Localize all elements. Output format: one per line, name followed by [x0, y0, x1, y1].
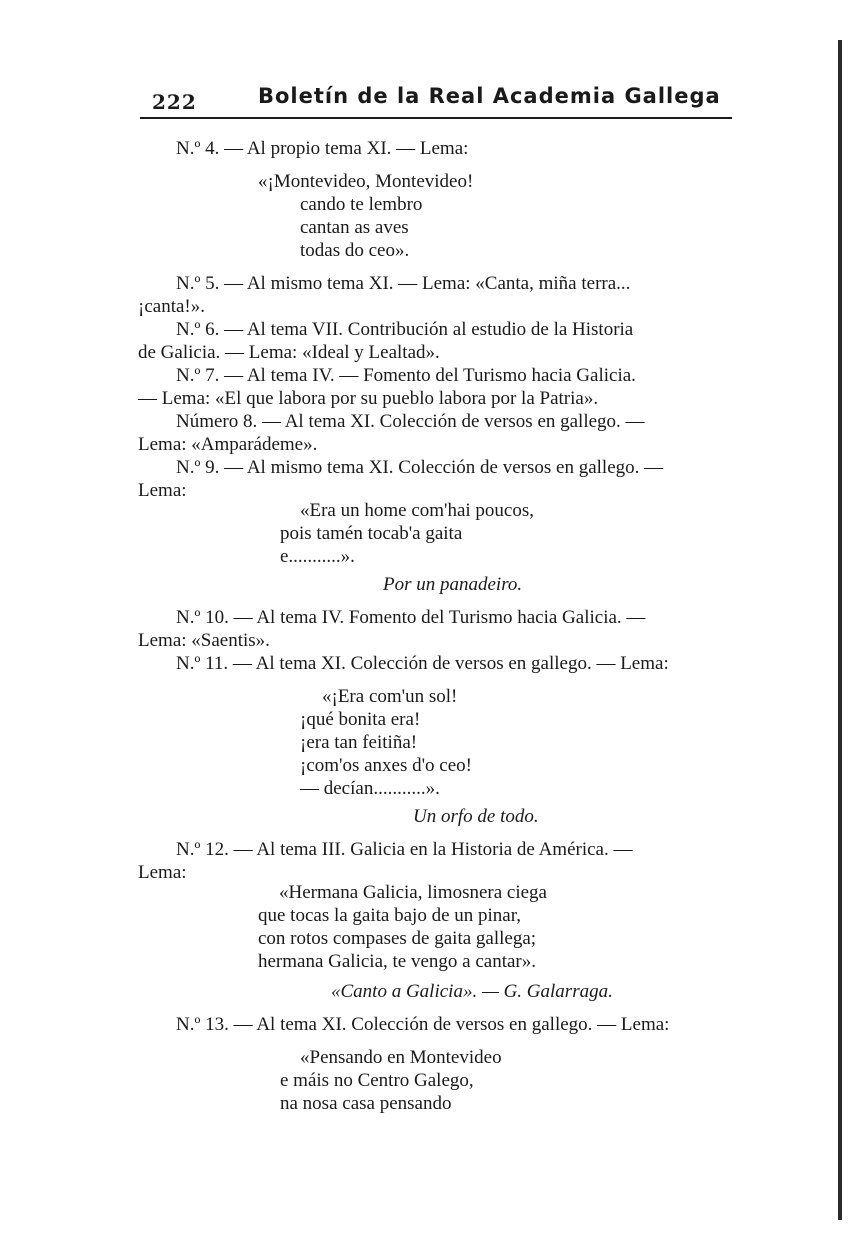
- running-title: Boletín de la Real Academia Gallega: [258, 84, 721, 108]
- entry-line: N.º 10. — Al tema IV. Fomento del Turismo hacia Galicia. —: [176, 607, 646, 628]
- verse-line: hermana Galicia, te vengo a cantar».: [258, 951, 536, 972]
- entry-line: N.º 4. — Al propio tema XI. — Lema:: [176, 138, 469, 159]
- entry-line: N.º 5. — Al mismo tema XI. — Lema: «Canta, miña terra...: [176, 273, 631, 294]
- entry-line: N.º 6. — Al tema VII. Contribución al estudio de la Historia: [176, 319, 634, 340]
- verse-line: ¡qué bonita era!: [300, 709, 421, 730]
- page-header: [140, 84, 730, 116]
- verse-line: cantan as aves: [300, 217, 409, 238]
- verse-line: «Hermana Galicia, limosnera ciega: [279, 882, 547, 903]
- verse-line: — decían...........».: [300, 778, 440, 799]
- entry-line: de Galicia. — Lema: «Ideal y Lealtad».: [138, 342, 440, 363]
- verse-attribution: Un orfo de todo.: [413, 806, 539, 827]
- verse-attribution: «Canto a Galicia». — G. Galarraga.: [331, 981, 613, 1002]
- verse-line: «Pensando en Montevideo: [300, 1047, 502, 1068]
- page-edge-shadow: [838, 40, 842, 1220]
- header-rule: [140, 117, 732, 119]
- entry-line: Lema:: [138, 480, 187, 501]
- verse-line: ¡com'os anxes d'o ceo!: [300, 755, 472, 776]
- entry-line: Número 8. — Al tema XI. Colección de versos en gallego. —: [176, 411, 645, 432]
- verse-line: ¡era tan feitiña!: [300, 732, 418, 753]
- verse-line: con rotos compases de gaita gallega;: [258, 928, 537, 949]
- entry-line: N.º 11. — Al tema XI. Colección de versos en gallego. — Lema:: [176, 653, 669, 674]
- verse-line: que tocas la gaita bajo de un pinar,: [258, 905, 522, 926]
- entry-line: N.º 12. — Al tema III. Galicia en la Historia de América. —: [176, 839, 633, 860]
- entry-line: N.º 7. — Al tema IV. — Fomento del Turismo hacia Galicia.: [176, 365, 636, 386]
- entry-line: ¡canta!».: [138, 296, 205, 317]
- entry-line: N.º 13. — Al tema XI. Colección de versos en gallego. — Lema:: [176, 1014, 670, 1035]
- verse-line: todas do ceo».: [300, 240, 410, 261]
- page-number: 222: [152, 90, 197, 114]
- entry-line: Lema:: [138, 862, 187, 883]
- verse-line: «Era un home com'hai poucos,: [300, 500, 535, 521]
- verse-attribution: Por un panadeiro.: [383, 574, 523, 595]
- entry-line: N.º 9. — Al mismo tema XI. Colección de versos en gallego. —: [176, 457, 664, 478]
- verse-line: pois tamén tocab'a gaita: [280, 523, 463, 544]
- verse-line: na nosa casa pensando: [280, 1093, 452, 1114]
- entry-line: — Lema: «El que labora por su pueblo labora por la Patria».: [138, 388, 599, 409]
- verse-line: «¡Era com'un sol!: [322, 686, 458, 707]
- entry-line: Lema: «Amparádeme».: [138, 434, 318, 455]
- verse-line: e máis no Centro Galego,: [280, 1070, 474, 1091]
- verse-line: «¡Montevideo, Montevideo!: [258, 171, 474, 192]
- verse-line: cando te lembro: [300, 194, 423, 215]
- verse-line: e...........».: [280, 546, 355, 567]
- entry-line: Lema: «Saentis».: [138, 630, 270, 651]
